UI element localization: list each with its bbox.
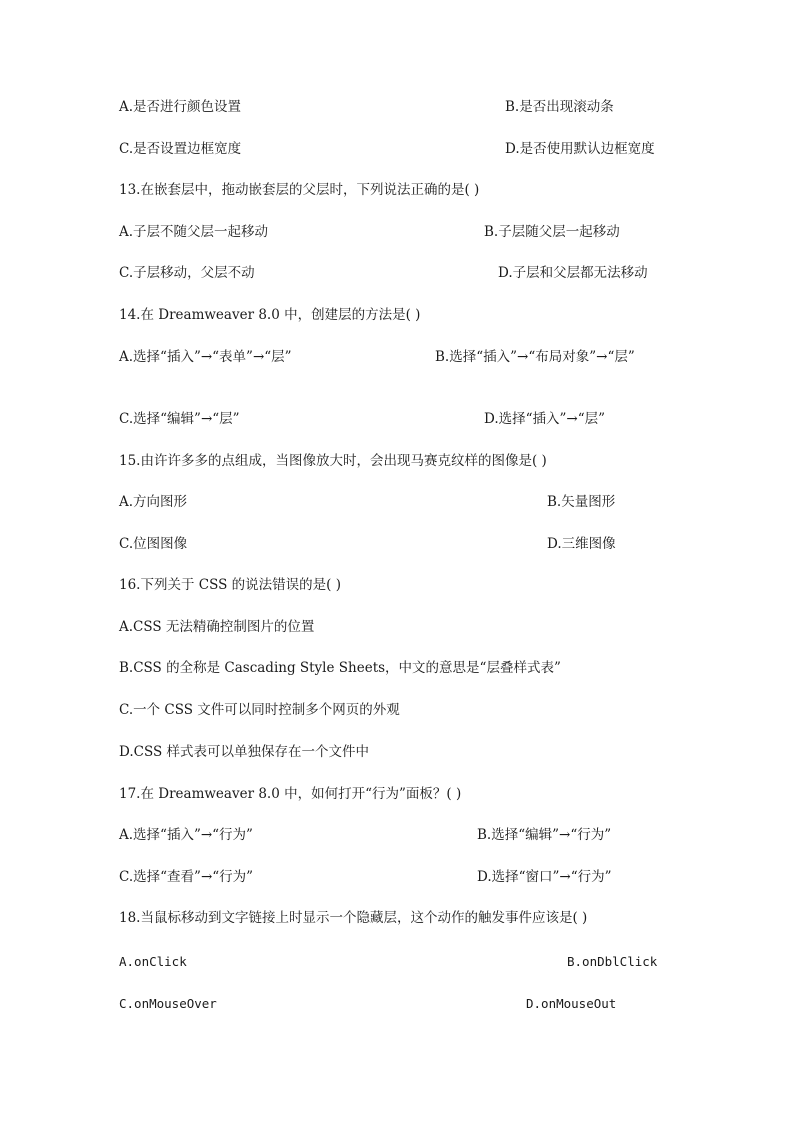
- q14-option-c: C.选择“编辑”→“层”: [119, 411, 240, 427]
- q12-option-a: A.是否进行颜色设置: [119, 99, 242, 115]
- q15-option-a: A.方向图形: [119, 494, 188, 510]
- q15-stem: 15.由许许多多的点组成，当图像放大时，会出现马赛克纹样的图像是( ): [119, 453, 547, 469]
- q16-stem: 16.下列关于 CSS 的说法错误的是( ): [119, 577, 341, 593]
- q12-option-d: D.是否使用默认边框宽度: [505, 141, 655, 157]
- q14-option-d: D.选择“插入”→“层”: [484, 411, 606, 427]
- q18-option-a: A.onClick: [119, 954, 187, 969]
- q13-stem: 13.在嵌套层中，拖动嵌套层的父层时，下列说法正确的是( ): [119, 182, 480, 198]
- q16-option-d: D.CSS 样式表可以单独保存在一个文件中: [119, 744, 370, 760]
- q12-option-b: B.是否出现滚动条: [505, 99, 614, 115]
- q16-option-b: B.CSS 的全称是 Cascading Style Sheets，中文的意思是“层叠样式表”: [119, 660, 561, 676]
- q12-option-c: C.是否设置边框宽度: [119, 141, 242, 157]
- q13-option-b: B.子层随父层一起移动: [484, 224, 620, 240]
- q14-option-b: B.选择“插入”→“布局对象”→“层”: [435, 349, 635, 365]
- q16-option-c: C.一个 CSS 文件可以同时控制多个网页的外观: [119, 702, 400, 718]
- q18-stem: 18.当鼠标移动到文字链接上时显示一个隐藏层，这个动作的触发事件应该是( ): [119, 910, 588, 926]
- q17-option-a: A.选择“插入”→“行为”: [119, 827, 253, 843]
- q15-option-c: C.位图图像: [119, 536, 188, 552]
- q18-option-c: C.onMouseOver: [119, 996, 217, 1011]
- q15-option-d: D.三维图像: [547, 536, 616, 552]
- q16-option-a: A.CSS 无法精确控制图片的位置: [119, 619, 315, 635]
- q17-option-b: B.选择“编辑”→“行为”: [477, 827, 612, 843]
- q18-option-d: D.onMouseOut: [526, 996, 617, 1011]
- q17-option-d: D.选择“窗口”→“行为”: [477, 869, 612, 885]
- q18-option-b: B.onDblClick: [567, 954, 658, 969]
- q17-option-c: C.选择“查看”→“行为”: [119, 869, 254, 885]
- q14-option-a: A.选择“插入”→“表单”→“层”: [119, 349, 292, 365]
- q13-option-d: D.子层和父层都无法移动: [498, 265, 648, 281]
- q15-option-b: B.矢量图形: [547, 494, 616, 510]
- q14-stem: 14.在 Dreamweaver 8.0 中，创建层的方法是( ): [119, 307, 421, 323]
- q13-option-c: C.子层移动，父层不动: [119, 265, 255, 281]
- q17-stem: 17.在 Dreamweaver 8.0 中，如何打开“行为”面板？( ): [119, 786, 462, 802]
- q13-option-a: A.子层不随父层一起移动: [119, 224, 269, 240]
